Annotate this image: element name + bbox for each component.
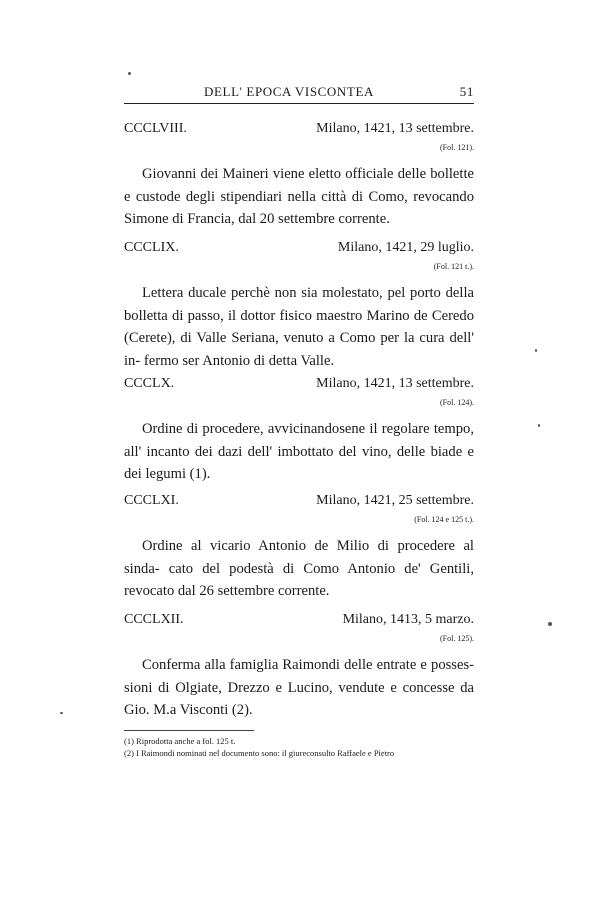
scan-speck: [548, 622, 552, 626]
body-line: cato del podestà di Como Antonio de' Gentili, revocato dal: [124, 560, 474, 599]
entry-folio: (Fol. 124 e 125 t.).: [414, 515, 474, 524]
body-line: all' incanto dei dazi dell' imbottato del vino, delle biade e: [124, 443, 474, 460]
entry-body: [124, 418, 474, 486]
footnote-rule: [124, 730, 254, 731]
entry-number: CCCLXII.: [124, 612, 184, 627]
body-line: Giovanni dei Maineri viene eletto officiale delle bollette: [142, 166, 474, 182]
body-line: Ordine al vicario Antonio de Milio di procedere al sinda-: [124, 538, 474, 577]
body-line: Simone di Francia, dal 20 settembre corrente.: [124, 211, 390, 227]
body-line: dei legumi (1).: [124, 466, 211, 482]
body-line: fermo ser Antonio di detta Valle.: [143, 352, 335, 369]
entry-heading: [124, 612, 474, 632]
entry-folio: (Fol. 125).: [440, 634, 474, 643]
entry-body: [124, 535, 474, 603]
entry-number: CCCLVIII.: [124, 121, 187, 136]
scan-speck: [128, 72, 131, 75]
entry-heading: [124, 121, 474, 141]
scan-speck: [535, 349, 537, 352]
document-entry: [124, 121, 474, 231]
document-entry: [124, 240, 474, 372]
document-entry: [124, 493, 474, 603]
entry-folio: (Fol. 124).: [440, 398, 474, 407]
entry-body: [124, 654, 474, 722]
body-line: sioni di Olgiate, Drezzo e Lucino, vendute e concesse da Gio.: [124, 679, 474, 718]
footnotes: [124, 735, 474, 759]
entry-heading: [124, 376, 474, 396]
body-line: bolletta di passo, il dottor fisico maestro Marino de Ceredo: [124, 307, 474, 324]
document-entry: [124, 376, 474, 486]
entry-body: [124, 163, 474, 231]
entry-folio: (Fol. 121).: [440, 143, 474, 152]
body-line: (Cerete), di Valle Seriana, venuto a Como per la cura dell' in-: [124, 330, 474, 369]
body-line: e custode degli stipendiari nella città di Como, revocando: [124, 188, 474, 205]
entry-heading: [124, 240, 474, 260]
entry-date: Milano, 1413, 5 marzo.: [342, 612, 474, 627]
entry-date: Milano, 1421, 13 settembre.: [316, 121, 474, 136]
entry-number: CCCLXI.: [124, 493, 179, 508]
entry-number: CCCLIX.: [124, 240, 179, 255]
document-entry: [124, 612, 474, 722]
footnote: (1) Riprodotta anche a fol. 125 t.: [124, 736, 236, 746]
page-number: 51: [459, 84, 474, 99]
entry-date: Milano, 1421, 29 luglio.: [337, 240, 474, 255]
running-title: DELL' EPOCA VISCONTEA: [204, 84, 374, 99]
entry-number: CCCLX.: [124, 376, 175, 391]
entry-body: [124, 282, 474, 372]
body-line: M.a Visconti (2).: [153, 702, 253, 718]
scan-speck: [538, 424, 540, 427]
body-line: Conferma alla famiglia Raimondi delle entrate e posses-: [142, 657, 474, 673]
scan-speck: [60, 712, 63, 714]
entry-date: Milano, 1421, 13 settembre.: [316, 376, 474, 391]
running-head: [124, 84, 474, 102]
footnote: (2) I Raimondi nominati nel documento sono: il giureconsulto Raffaele e Pietro: [124, 748, 395, 758]
body-line: 26 settembre corrente.: [199, 583, 330, 599]
entry-heading: [124, 493, 474, 513]
header-rule: [124, 103, 474, 104]
body-line: Ordine di procedere, avvicinandosene il regolare tempo,: [142, 421, 474, 437]
entry-date: Milano, 1421, 25 settembre.: [316, 493, 474, 508]
body-line: Lettera ducale perchè non sia molestato, pel porto della: [142, 285, 474, 301]
entry-folio: (Fol. 121 t.).: [433, 262, 474, 271]
